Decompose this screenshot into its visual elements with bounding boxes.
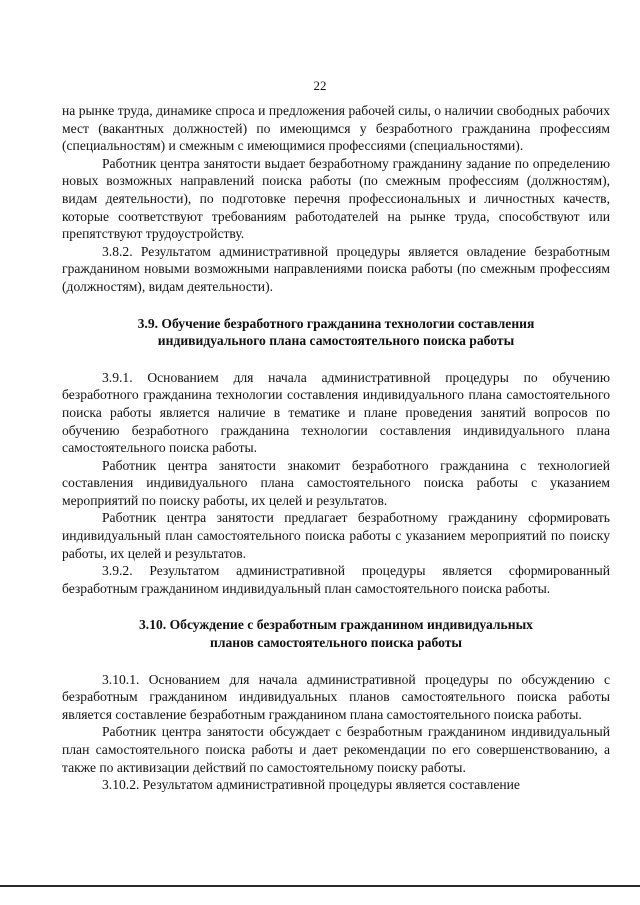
page-number: 22: [313, 78, 327, 93]
paragraph-3-10-discussion: Работник центра занятости обсуждает с безработным гражданином индивидуальный план самостоятельного поиска работы и дает рекомендации по его совершенствованию, а также по активизации действий по самостоятельному поиску работы.: [62, 724, 610, 775]
section-heading-3-10-line2: планов самостоятельного поиска работы: [210, 635, 462, 651]
paragraph-3-10-1: 3.10.1. Основанием для начала административной процедуры по обсуждению с безработным гражданином индивидуальных планов самостоятельного поиска работы является составление безработным гражданином плана самостоятельного поиска работы.: [62, 671, 610, 722]
paragraph-continuation: на рынке труда, динамике спроса и предложения рабочей силы, о наличии свободных рабочих мест (вакантных должностей) по имеющимся у безработного гражданина профессиям (специальностям) и смежным с имеющимися профессиями (специальностями).: [62, 103, 610, 154]
section-heading-3-9: [62, 315, 610, 350]
section-heading-3-10: [62, 616, 610, 651]
paragraph-3-9-1: 3.9.1. Основанием для начала административной процедуры по обучению безработного гражданина технологии составления индивидуального плана самостоятельного поиска работы является наличие в тематике и плане проведения занятий вопросов по обучению безработного гражданина технологии составления индивидуального плана самостоятельного поиска работы.: [62, 369, 610, 456]
paragraph-3-9-offer-plan: Работник центра занятости предлагает безработному гражданину сформировать индивидуальный план самостоятельного поиска работы с указанием мероприятий по поиску работы, их целей и результатов.: [62, 510, 610, 561]
section-heading-3-10-line1: 3.10. Обсуждение с безработным гражданином индивидуальных: [139, 617, 533, 633]
paragraph-3-8-2: 3.8.2. Результатом административной процедуры является овладение безработным гражданином новыми возможными направлениями поиска работы (по смежным профессиям (должностям), видам деятельности).: [62, 243, 610, 294]
section-heading-3-9-line1: 3.9. Обучение безработного гражданина технологии составления: [137, 315, 535, 331]
paragraph-3-9-intro-technology: Работник центра занятости знакомит безработного гражданина с технологией составления индивидуального плана самостоятельного поиска работы с указанием мероприятий по поиску работы, их целей и результатов.: [62, 457, 610, 508]
paragraph-3-9-2: 3.9.2. Результатом административной процедуры является сформированный безработным гражданином индивидуальный план самостоятельного поиска работы.: [62, 563, 610, 596]
paragraph-3-10-2: 3.10.2. Результатом административной процедуры является составление: [102, 777, 520, 793]
document-body: [62, 102, 610, 794]
section-heading-3-9-line2: индивидуального плана самостоятельного поиска работы: [157, 333, 515, 349]
paragraph-employee-task: Работник центра занятости выдает безработному гражданину задание по определению новых возможных направлений поиска работы (по смежным профессиям (должностям), видам деятельности), по подготовке перечня профессиональных и личностных качеств, которые соответствуют требованиям работодателей на рынке труда, способствуют или препятствуют трудоустройству.: [62, 155, 610, 242]
page-bottom-rule: [0, 885, 640, 887]
